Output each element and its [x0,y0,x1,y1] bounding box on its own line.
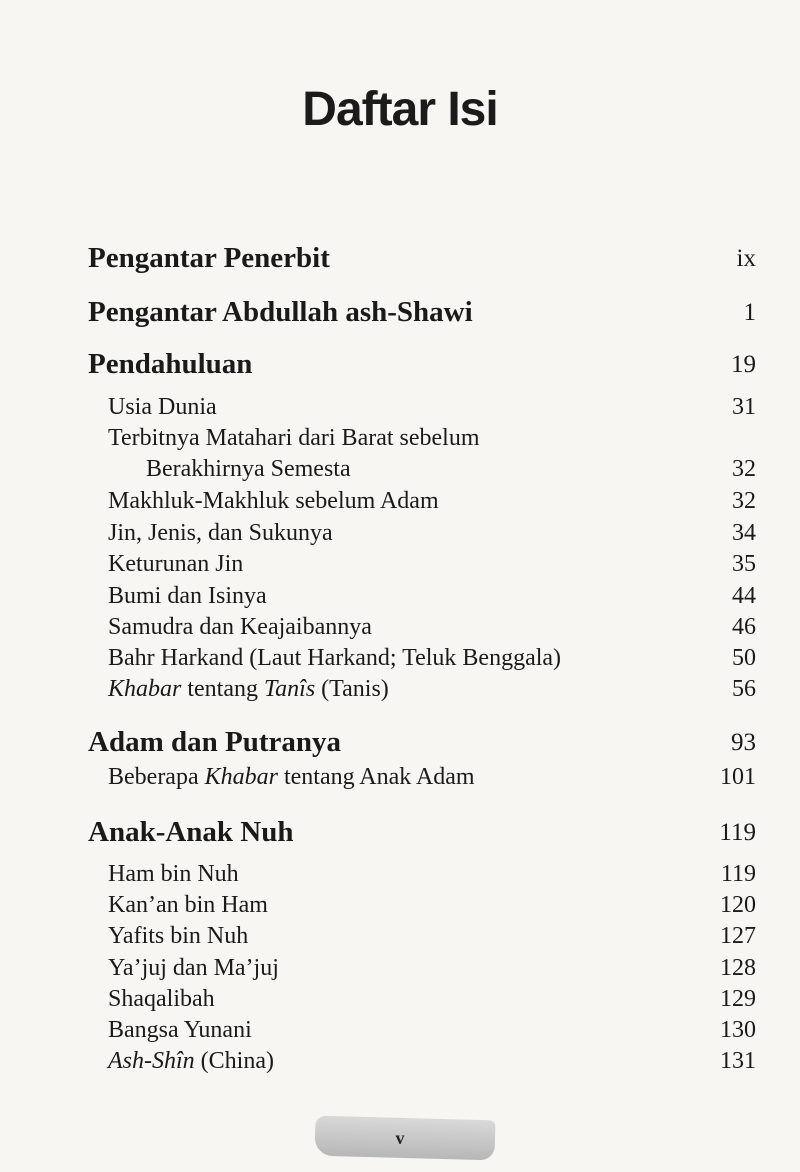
item-title-rest: (Tanis) [315,676,389,702]
item-title: Bumi dan Isinya [108,583,267,609]
item-title [108,676,389,703]
item-page: 127 [720,923,756,949]
item-title: Ham bin Nuh [108,861,239,887]
item-page: 46 [732,614,756,640]
item-title: Ya’juj dan Ma’juj [108,955,279,981]
item-title-italic: Khabar [204,764,278,790]
item-title: Bangsa Yunani [108,1017,252,1043]
page-number: v [395,1128,405,1148]
section-page: 119 [719,819,756,846]
item-page: 35 [732,551,756,577]
item-page: 131 [720,1048,756,1074]
item-page: 101 [720,764,756,790]
item-page: 119 [720,861,756,887]
section-title: Adam dan Putranya [88,726,341,758]
item-title: Yafits bin Nuh [108,923,249,949]
section-title: Pendahuluan [88,348,253,380]
item-page: 130 [720,1017,756,1043]
section-page: ix [736,245,756,272]
section-page: 1 [743,299,756,326]
section-title: Pengantar Abdullah ash-Shawi [88,296,473,328]
section-page: 19 [731,351,756,378]
item-page: 34 [732,520,756,546]
item-page: 44 [732,583,756,609]
section-title: Anak-Anak Nuh [88,816,294,848]
item-page: 32 [732,456,756,482]
item-title: Samudra dan Keajaibannya [108,614,372,640]
item-title [108,1048,274,1075]
item-title: Jin, Jenis, dan Sukunya [108,520,333,546]
section-title: Pengantar Penerbit [88,242,330,274]
item-page: 50 [732,645,756,671]
item-title: Makhluk-Makhluk sebelum Adam [108,488,439,514]
item-title-italic: Tanîs [264,676,316,702]
item-title: Terbitnya Matahari dari Barat sebelum [108,425,480,451]
item-title-rest: tentang Anak Adam [277,764,475,790]
item-title-italic: Ash-Shîn [108,1048,195,1074]
item-title: Bahr Harkand (Laut Harkand; Teluk Benggala) [108,645,562,671]
item-title-rest: (China) [194,1048,274,1074]
item-page: 56 [732,676,756,702]
section-page: 93 [731,729,756,756]
item-title-mid: tentang [181,676,264,702]
item-page: 128 [720,955,756,981]
item-page: 31 [732,394,756,420]
item-title-italic: Khabar [108,676,182,702]
item-title [108,764,475,791]
item-title: Berakhirnya Semesta [146,456,351,482]
item-title: Usia Dunia [108,394,217,420]
item-page: 32 [732,488,756,514]
item-title: Keturunan Jin [108,551,244,577]
item-title: Shaqalibah [108,986,215,1012]
item-title-pre: Beberapa [108,764,205,790]
item-page: 129 [720,986,756,1012]
page-title: Daftar Isi [302,83,498,136]
item-page: 120 [720,892,756,918]
item-title: Kan’an bin Ham [108,892,268,918]
